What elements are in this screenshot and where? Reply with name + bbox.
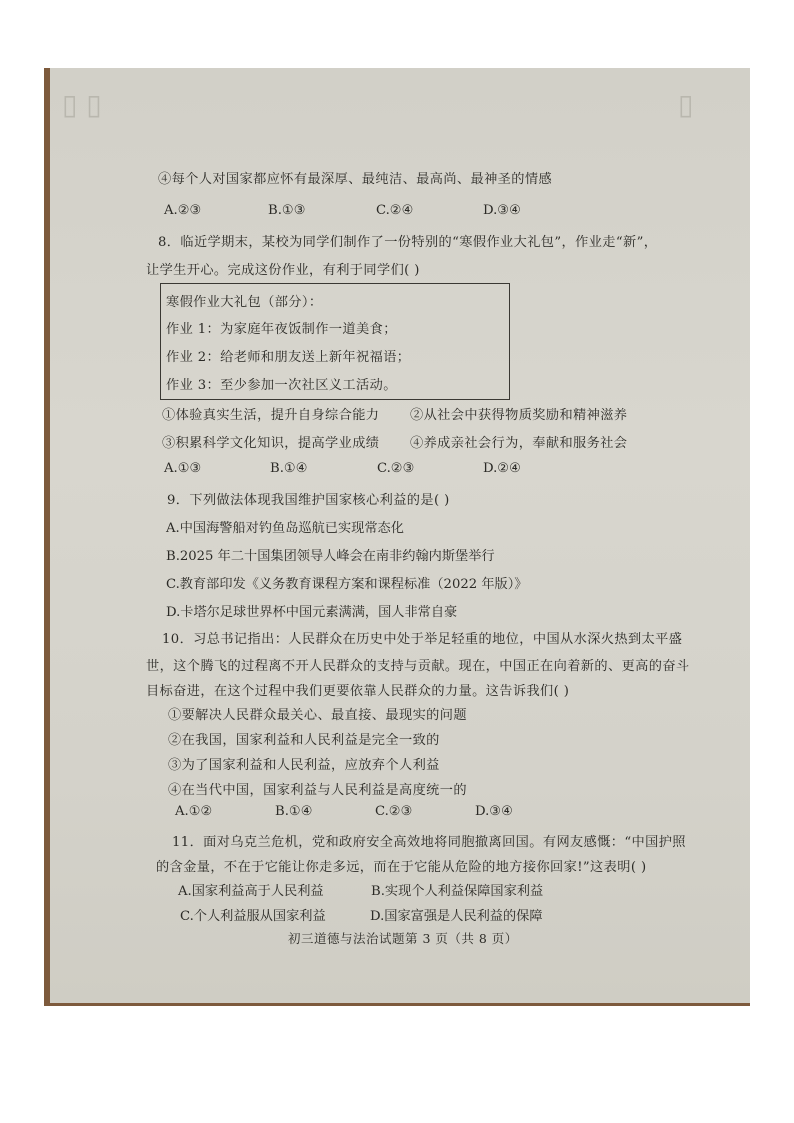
q10-stem-line-1: 10．习总书记指出：人民群众在历史中处于举足轻重的地位，中国从水深火热到太平盛 (162, 632, 683, 647)
q8-statement-1: ①体验真实生活，提升自身综合能力 (162, 408, 380, 423)
q10-stem-line-2: 世，这个腾飞的过程离不开人民群众的支持与贡献。现在，中国正在向着新的、更高的奋斗 (146, 659, 690, 674)
q7-option-c[interactable]: C.②④ (376, 203, 414, 218)
q8-stem-line-1: 8．临近学期末，某校为同学们制作了一份特别的“寒假作业大礼包”，作业走“新”， (158, 235, 658, 250)
q8-statement-2: ②从社会中获得物质奖励和精神滋养 (410, 408, 628, 423)
q10-option-a[interactable]: A.①② (175, 804, 213, 819)
homework-item-3: 作业 3：至少参加一次社区义工活动。 (166, 378, 397, 393)
q9-option-b[interactable]: B.2025 年二十国集团领导人峰会在南非约翰内斯堡举行 (166, 549, 495, 564)
bleed-through-mark: ▯ (678, 88, 694, 121)
q10-statement-3: ③为了国家利益和人民利益，应放弃个人利益 (168, 758, 440, 773)
q9-option-a[interactable]: A.中国海警船对钓鱼岛巡航已实现常态化 (166, 521, 404, 536)
q10-option-b[interactable]: B.①④ (275, 804, 313, 819)
q8-option-b[interactable]: B.①④ (270, 461, 308, 476)
q10-option-c[interactable]: C.②③ (375, 804, 413, 819)
q8-option-c[interactable]: C.②③ (377, 461, 415, 476)
q8-option-a[interactable]: A.①③ (164, 461, 202, 476)
q8-option-d[interactable]: D.②④ (483, 461, 521, 476)
q10-statement-1: ①要解决人民群众最关心、最直接、最现实的问题 (168, 708, 467, 723)
page-footer: 初三道德与法治试题第 3 页（共 8 页） (288, 931, 518, 946)
q9-option-c[interactable]: C.教育部印发《义务教育课程方案和课程标准（2022 年版）》 (166, 577, 528, 592)
q11-stem-line-1: 11．面对乌克兰危机，党和政府安全高效地将同胞撤离回国。有网友感慨：“中国护照 (172, 835, 686, 850)
q8-stem-line-2: 让学生开心。完成这份作业，有利于同学们( ) (146, 263, 420, 278)
q9-stem: 9．下列做法体现我国维护国家核心利益的是( ) (167, 493, 450, 508)
q7-option-d[interactable]: D.③④ (483, 203, 521, 218)
q10-statement-4: ④在当代中国，国家利益与人民利益是高度统一的 (168, 783, 467, 798)
q11-option-a[interactable]: A.国家利益高于人民利益 (178, 884, 324, 899)
q8-statement-3: ③积累科学文化知识，提高学业成绩 (162, 436, 380, 451)
homework-box-title: 寒假作业大礼包（部分）： (166, 295, 323, 310)
homework-item-2: 作业 2：给老师和朋友送上新年祝福语； (166, 350, 411, 365)
q11-stem-line-2: 的含金量，不在于它能让你走多远，而在于它能从危险的地方接你回家!”这表明( ) (156, 860, 647, 875)
q11-option-c[interactable]: C.个人利益服从国家利益 (180, 909, 326, 924)
q9-option-d[interactable]: D.卡塔尔足球世界杯中国元素满满，国人非常自豪 (166, 605, 458, 620)
q8-statement-4: ④养成亲社会行为，奉献和服务社会 (410, 436, 628, 451)
q7-option-a[interactable]: A.②③ (164, 203, 202, 218)
bleed-through-mark: ▯ ▯ (62, 88, 102, 121)
q10-statement-2: ②在我国，国家利益和人民利益是完全一致的 (168, 733, 440, 748)
q10-stem-line-3: 目标奋进，在这个过程中我们更要依靠人民群众的力量。这告诉我们( ) (146, 684, 570, 699)
q11-option-b[interactable]: B.实现个人利益保障国家利益 (371, 884, 544, 899)
q7-item-4: ④每个人对国家都应怀有最深厚、最纯洁、最高尚、最神圣的情感 (158, 172, 553, 187)
q11-option-d[interactable]: D.国家富强是人民利益的保障 (370, 909, 543, 924)
q10-option-d[interactable]: D.③④ (475, 804, 513, 819)
q7-option-b[interactable]: B.①③ (268, 203, 306, 218)
homework-item-1: 作业 1：为家庭年夜饭制作一道美食； (166, 322, 397, 337)
